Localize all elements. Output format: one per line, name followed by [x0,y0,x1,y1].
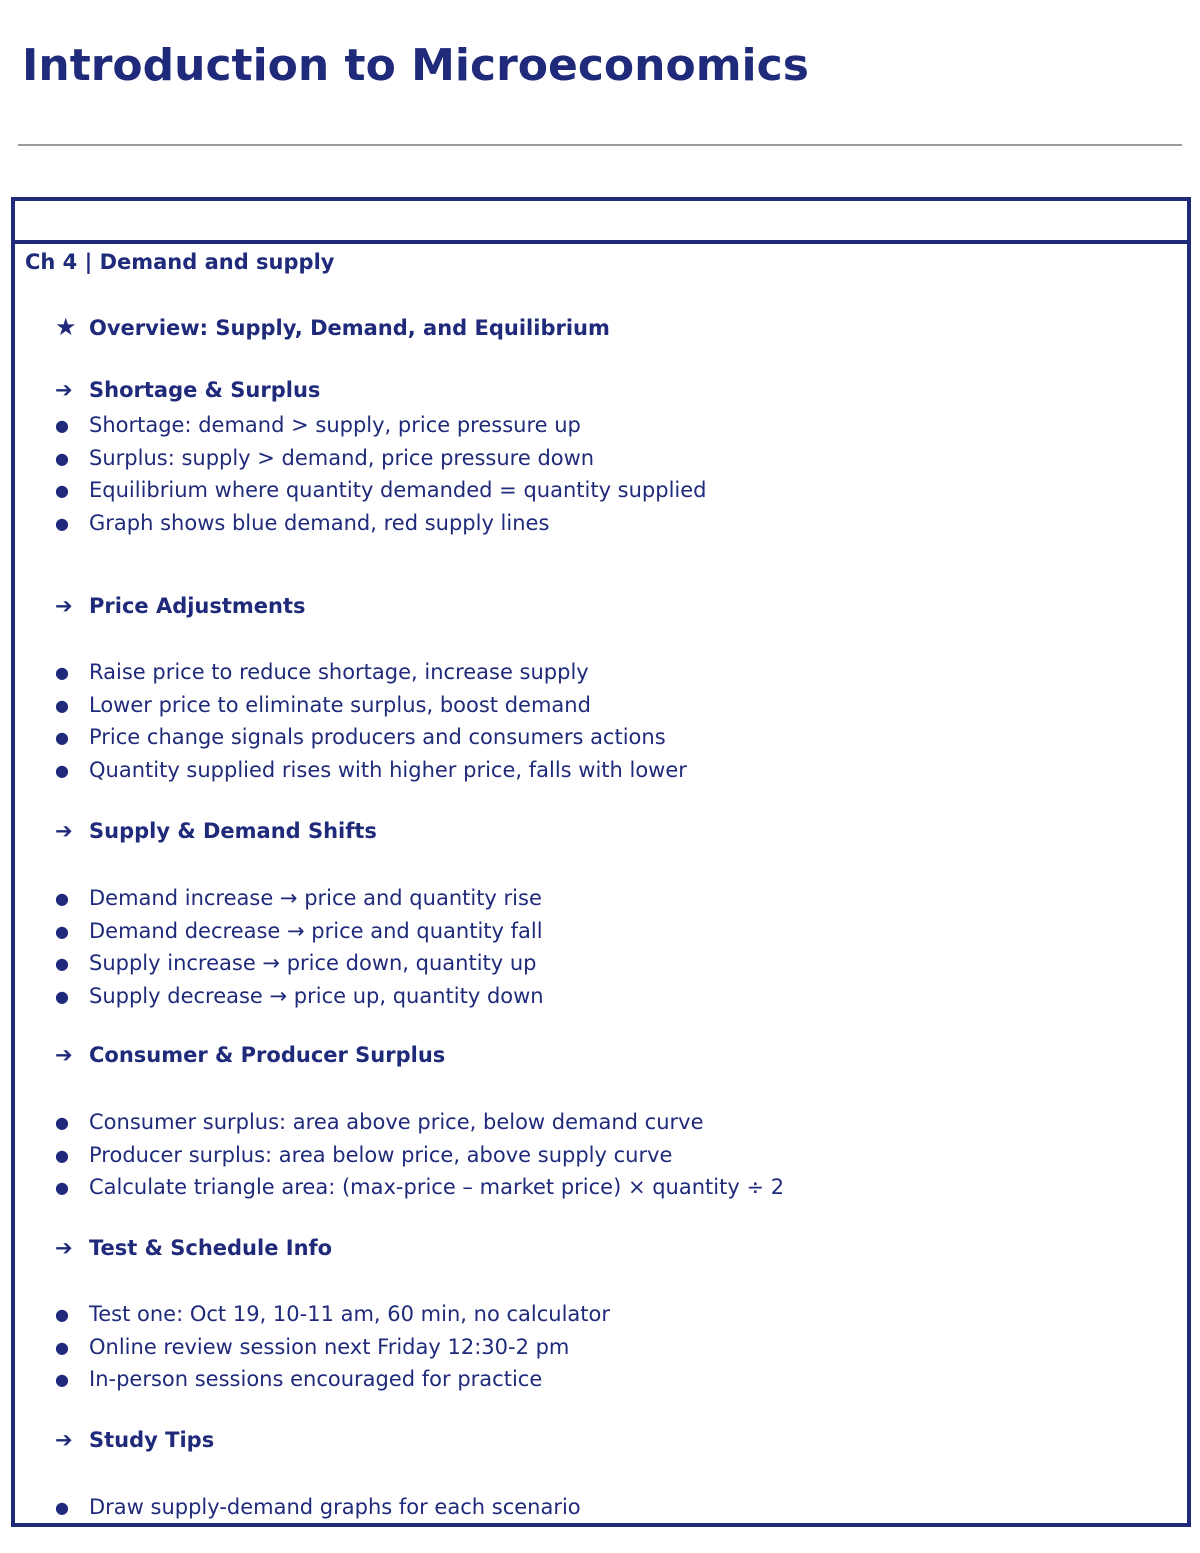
list-item: ● In-person sessions encouraged for practice [55,1363,610,1396]
arrow-right-icon: ➔ [55,1043,73,1067]
list-item: ● Graph shows blue demand, red supply lines [55,507,707,540]
list-item: ● Online review session next Friday 12:30-2 pm [55,1331,610,1364]
section-heading-price-adjustments [55,594,306,618]
list-item: ● Lower price to eliminate surplus, boost demand [55,689,687,722]
list-item: ● Consumer surplus: area above price, below demand curve [55,1106,784,1139]
bullet-list-consumer-producer-surplus [55,1106,784,1204]
list-item: ● Producer surplus: area below price, above supply curve [55,1139,784,1172]
bullet-list-shortage-surplus [55,409,707,539]
bullet-icon: ● [55,889,69,908]
arrow-right-icon: ➔ [55,594,73,618]
bullet-icon: ● [55,728,69,747]
section-heading-text: Test & Schedule Info [89,1236,333,1260]
list-item: ● Supply increase → price down, quantity up [55,947,544,980]
bullet-icon: ● [55,481,69,500]
section-heading-test-schedule-info [55,1236,332,1260]
bullet-list-study-tips [55,1491,581,1524]
bullet-icon: ● [55,1113,69,1132]
bullet-list-price-adjustments [55,656,687,786]
list-item: ● Raise price to reduce shortage, increase supply [55,656,687,689]
list-item: ● Test one: Oct 19, 10-11 am, 60 min, no calculator [55,1298,610,1331]
bullet-list-supply-demand-shifts [55,882,544,1012]
list-item: ● Equilibrium where quantity demanded = quantity supplied [55,474,707,507]
list-item: ● Calculate triangle area: (max-price – market price) × quantity ÷ 2 [55,1171,784,1204]
list-item: ● Surplus: supply > demand, price pressure down [55,442,707,475]
bullet-icon: ● [55,513,69,533]
bullet-list-test-schedule-info [55,1298,610,1396]
section-heading-consumer-producer-surplus [55,1043,445,1067]
bullet-icon: ● [55,695,69,715]
page-title: Introduction to Microeconomics [22,40,809,91]
section-heading-text: Consumer & Producer Surplus [89,1043,446,1067]
title-divider [18,144,1182,146]
list-item: ● Shortage: demand > supply, price pressure up [55,409,707,442]
star-icon: ★ [55,313,77,341]
list-item: ● Price change signals producers and consumers actions [55,721,687,754]
list-item: ● Draw supply-demand graphs for each scenario [55,1491,581,1524]
bullet-icon: ● [55,1370,69,1389]
section-heading-shortage-surplus [55,378,320,402]
section-heading-supply-demand-shifts [55,819,377,843]
bullet-icon: ● [55,1337,69,1357]
section-heading-text: Study Tips [89,1428,215,1452]
chapter-title: Ch 4 | Demand and supply [25,250,335,274]
list-item: ● Demand increase → price and quantity rise [55,882,544,915]
arrow-right-icon: ➔ [55,1236,73,1260]
bullet-icon: ● [55,448,69,468]
section-heading-text: Shortage & Surplus [89,378,321,402]
overview-text: Overview: Supply, Demand, and Equilibrium [89,316,610,340]
arrow-right-icon: ➔ [55,1428,73,1452]
list-item: ● Demand decrease → price and quantity fall [55,915,544,948]
list-item: ● Quantity supplied rises with higher price, falls with lower [55,754,687,787]
list-item: ● Supply decrease → price up, quantity down [55,980,544,1013]
section-heading-text: Price Adjustments [89,594,306,618]
bullet-icon: ● [55,760,69,780]
notes-box [11,197,1191,1527]
bullet-icon: ● [55,663,69,682]
section-heading-study-tips [55,1428,214,1452]
bullet-icon: ● [55,921,69,941]
overview-heading [55,313,610,341]
bullet-icon: ● [55,1145,69,1165]
bullet-icon: ● [55,954,69,973]
bullet-icon: ● [55,1305,69,1324]
notes-box-header [15,201,1187,244]
bullet-icon: ● [55,1178,69,1197]
bullet-icon: ● [55,416,69,435]
bullet-icon: ● [55,986,69,1006]
arrow-right-icon: ➔ [55,378,73,402]
bullet-icon: ● [55,1498,69,1517]
section-heading-text: Supply & Demand Shifts [89,819,377,843]
arrow-right-icon: ➔ [55,819,73,843]
